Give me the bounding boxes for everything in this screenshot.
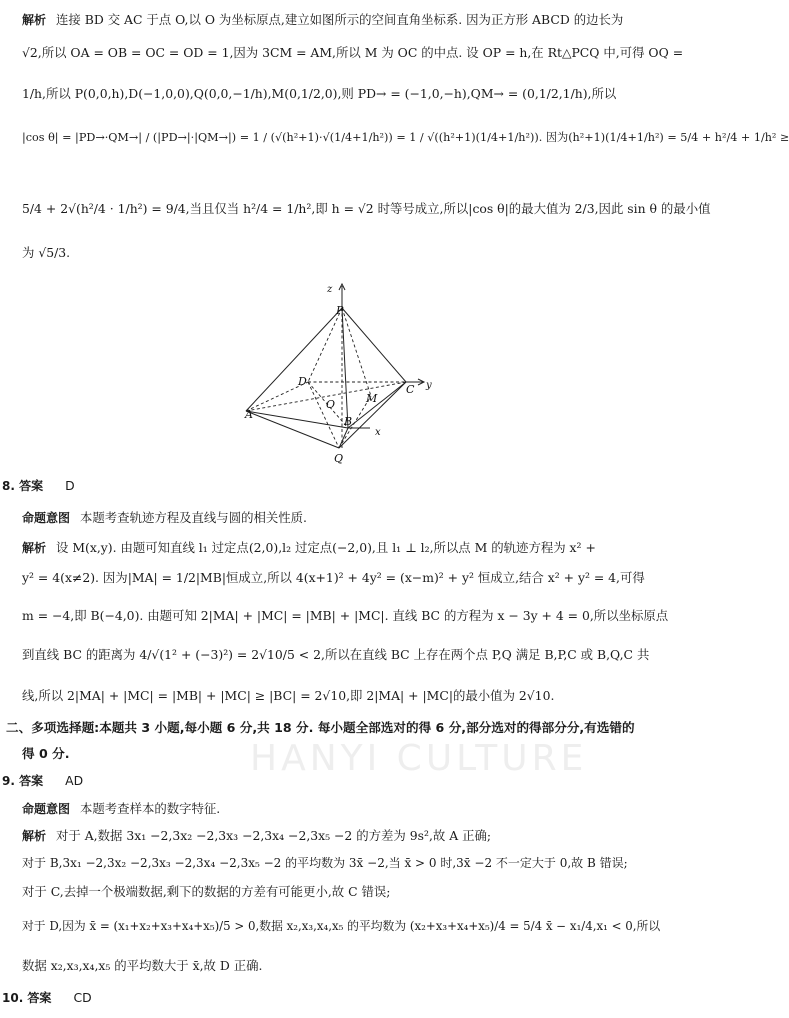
label-P: P bbox=[336, 304, 344, 317]
q9-line-3: 对于 C,去掉一个极端数据,剩下的数据的方差有可能更小,故 C 错误; bbox=[22, 884, 391, 899]
edge-AB bbox=[246, 411, 348, 428]
pyramid-figure bbox=[246, 278, 446, 464]
q9-intent-line: 命题意图 本题考查样本的数字特征. bbox=[22, 801, 221, 816]
section-2-header-cont: 得 0 分. bbox=[22, 746, 70, 761]
q9-line-1: 解析 对于 A,数据 3x₁ −2,3x₂ −2,3x₃ −2,3x₄ −2,3x₅ −2 的方差为 9s²,故 A 正确; bbox=[22, 828, 492, 843]
q8-line-5: 线,所以 2|MA| + |MC| = |MB| + |MC| ≥ |BC| = 2√10,即 2|MA| + |MC|的最小值为 2√10. bbox=[22, 688, 555, 703]
q8-intent-label: 命题意图 bbox=[22, 511, 71, 525]
seg-PM bbox=[342, 308, 371, 396]
p1-line-3: 1/h,所以 P(0,0,h),D(−1,0,0),Q(0,0,−1/h),M(0,1/2,0),则 PD→ = (−1,0,−h),QM→ = (0,1/2,1/h),所以 bbox=[22, 86, 617, 101]
p1-line-1: 解析 连接 BD 交 AC 于点 O,以 O 为坐标原点,建立如图所示的空间直角坐标系. 因为正方形 ABCD 的边长为 bbox=[22, 12, 624, 27]
q9-line-4: 对于 D,因为 x̄ = (x₁+x₂+x₃+x₄+x₅)/5 > 0,数据 x₂,x₃,x₄,x₅ 的平均数为 (x₂+x₃+x₄+x₅)/4 = 5/4 x̄ − x₁/4,x₁ < 0,所以 bbox=[22, 919, 661, 933]
q9-answer-line bbox=[0, 773, 692, 789]
q8-answer: D bbox=[65, 478, 75, 493]
analysis-label: 解析 bbox=[22, 13, 47, 27]
label-M: M bbox=[366, 392, 378, 405]
section-2-header: 二、多项选择题:本题共 3 小题,每小题 6 分,共 18 分. 每小题全部选对的得 6 分,部分选对的得部分分,有选错的 bbox=[6, 720, 635, 735]
q8-line-2: y² = 4(x≠2). 因为|MA| = 1/2|MB|恒成立,所以 4(x+1)² + 4y² = (x−m)² + y² 恒成立,结合 x² + y² = 4,可得 bbox=[22, 570, 645, 585]
q9-answer: AD bbox=[65, 773, 84, 788]
label-C: C bbox=[406, 383, 415, 396]
q10-answer-line bbox=[0, 990, 692, 1006]
q9-answer-label: 9. 答案 bbox=[2, 774, 44, 788]
p1-line-5: 5/4 + 2√(h²/4 · 1/h²) = 9/4,当且仅当 h²/4 = 1/h²,即 h = √2 时等号成立,所以|cos θ|的最大值为 2/3,因此 sin θ 的最小值 bbox=[22, 201, 711, 216]
label-z: z bbox=[327, 284, 333, 295]
label-x: x bbox=[375, 427, 381, 438]
p1-line-2: √2,所以 OA = OB = OC = OD = 1,因为 3CM = AM,所以 M 为 OC 的中点. 设 OP = h,在 Rt△PCQ 中,可得 OQ = bbox=[22, 45, 684, 60]
edge-PA bbox=[246, 308, 342, 411]
q10-answer: CD bbox=[73, 990, 92, 1005]
q10-answer-label: 10. 答案 bbox=[2, 991, 52, 1005]
edge-PB bbox=[342, 308, 348, 428]
q8-line-1: 解析 设 M(x,y). 由题可知直线 l₁ 过定点(2,0),l₂ 过定点(−2,0),且 l₁ ⊥ l₂,所以点 M 的轨迹方程为 x² + bbox=[22, 540, 596, 555]
label-Q: Q bbox=[334, 452, 344, 465]
watermark: HANYI CULTURE bbox=[250, 738, 588, 779]
q8-line-3: m = −4,即 B(−4,0). 由题可知 2|MA| + |MC| = |MB| + |MC|. 直线 BC 的方程为 x − 3y + 4 = 0,所以坐标原点 bbox=[22, 608, 669, 623]
q9-line-2: 对于 B,3x₁ −2,3x₂ −2,3x₃ −2,3x₄ −2,3x₅ −2 的平均数为 3x̄ −2,当 x̄ > 0 时,3x̄ −2 不一定大于 0,故 B 错误; bbox=[22, 856, 628, 870]
edge-BQ bbox=[339, 428, 348, 448]
q9-line-5: 数据 x₂,x₃,x₄,x₅ 的平均数大于 x̄,故 D 正确. bbox=[22, 958, 263, 973]
q8-line-4: 到直线 BC 的距离为 4/√(1² + (−3)²) = 2√10/5 < 2,所以在直线 BC 上存在两个点 P,Q 满足 B,P,C 或 B,Q,C 共 bbox=[22, 647, 650, 662]
q8-analysis-label: 解析 bbox=[22, 541, 47, 555]
edge-PC bbox=[342, 308, 406, 382]
label-B: B bbox=[344, 415, 353, 428]
q9-intent-label: 命题意图 bbox=[22, 802, 71, 816]
edge-DQ bbox=[308, 382, 339, 448]
label-D: D bbox=[298, 375, 307, 388]
label-A: A bbox=[245, 408, 253, 421]
q8-answer-line bbox=[0, 478, 692, 494]
label-O: O bbox=[326, 398, 336, 411]
edge-AQ bbox=[246, 411, 339, 448]
q8-answer-label: 8. 答案 bbox=[2, 479, 44, 493]
q9-analysis-label: 解析 bbox=[22, 829, 47, 843]
edge-BC bbox=[348, 382, 406, 428]
p1-line-4: |cos θ| = |PD→·QM→| / (|PD→|·|QM→|) = 1 / (√(h²+1)·√(1/4+1/h²)) = 1 / √((h²+1)(1/4+1/h²)). 因为(h²+1)(1/4+1/h²) = 5/4 + h²/4 + 1/h² ≥ bbox=[22, 131, 789, 144]
p1-line-6: 为 √5/3. bbox=[22, 245, 71, 260]
edge-PD bbox=[308, 308, 342, 382]
label-y: y bbox=[426, 380, 432, 391]
q8-intent-line: 命题意图 本题考查轨迹方程及直线与圆的相关性质. bbox=[22, 510, 307, 525]
